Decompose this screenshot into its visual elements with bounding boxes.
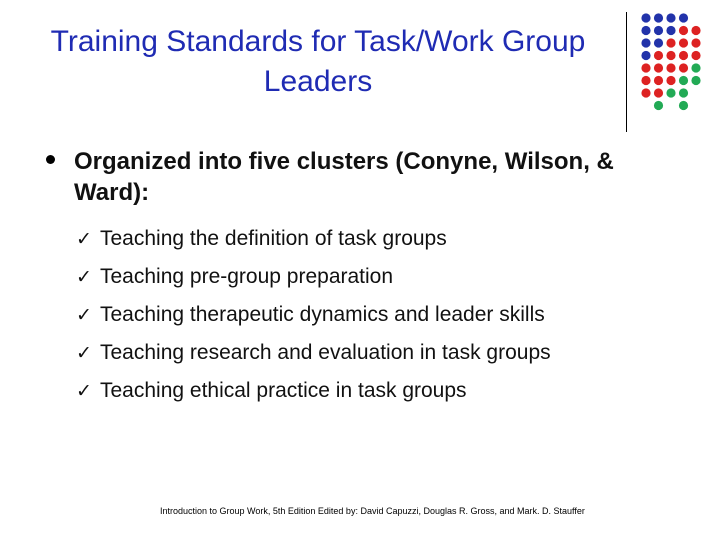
decorative-dot	[654, 76, 663, 85]
list-item	[76, 258, 716, 296]
decorative-dot	[666, 88, 675, 97]
list-item-text: Teaching therapeutic dynamics and leader skills	[100, 303, 545, 326]
slide-title: Training Standards for Task/Work Group Leaders	[50, 25, 586, 98]
list-item	[76, 220, 716, 258]
decorative-dot	[654, 101, 663, 110]
checkmark-icon: ✓	[76, 381, 92, 402]
decorative-dot	[666, 38, 675, 47]
list-item-text: Teaching research and evaluation in task groups	[100, 341, 551, 364]
decorative-dot	[654, 13, 663, 22]
decorative-dot	[641, 13, 650, 22]
decorative-dot	[641, 76, 650, 85]
checkmark-icon: ✓	[76, 229, 92, 250]
list-item-text: Teaching the definition of task groups	[100, 227, 447, 250]
decorative-dot	[679, 101, 688, 110]
decorative-dot	[654, 63, 663, 72]
list-item-text: Teaching ethical practice in task groups	[100, 379, 467, 402]
decorative-dot	[654, 26, 663, 35]
sub-bullet-list	[76, 220, 716, 410]
list-item	[76, 334, 716, 372]
decorative-dot	[679, 63, 688, 72]
decorative-dot	[691, 63, 700, 72]
checkmark-icon: ✓	[76, 343, 92, 364]
decorative-dot	[679, 76, 688, 85]
decorative-dot	[691, 38, 700, 47]
decorative-dot	[641, 88, 650, 97]
checkmark-icon: ✓	[76, 305, 92, 326]
decorative-dot	[691, 76, 700, 85]
decorative-dot	[654, 51, 663, 60]
decorative-dot	[666, 26, 675, 35]
decorative-dot	[666, 51, 675, 60]
list-item-text: Teaching pre-group preparation	[100, 265, 394, 288]
decorative-dot	[654, 38, 663, 47]
decorative-dot	[679, 26, 688, 35]
decorative-dot	[666, 76, 675, 85]
decorative-dot	[679, 13, 688, 22]
list-item	[76, 296, 716, 334]
main-bullet	[46, 146, 666, 208]
decorative-dot	[679, 88, 688, 97]
decorative-dot	[691, 51, 700, 60]
list-item	[76, 372, 716, 410]
decorative-dot	[679, 51, 688, 60]
decorative-dot	[666, 63, 675, 72]
divider-line	[626, 12, 627, 132]
bullet-dot-icon	[46, 155, 55, 164]
decorative-dot	[654, 88, 663, 97]
decorative-dot-grid	[640, 12, 720, 122]
decorative-dot	[691, 26, 700, 35]
decorative-dot	[641, 51, 650, 60]
main-bullet-text: Organized into five clusters (Conyne, Wilson, & Ward):	[74, 148, 614, 206]
decorative-dot	[641, 63, 650, 72]
decorative-dot	[679, 38, 688, 47]
decorative-dot	[666, 13, 675, 22]
decorative-dot	[641, 26, 650, 35]
decorative-dot	[641, 38, 650, 47]
checkmark-icon: ✓	[76, 267, 92, 288]
footer-citation: Introduction to Group Work, 5th Edition Edited by: David Capuzzi, Douglas R. Gross, and Mark. D. Stauffer	[160, 506, 585, 516]
